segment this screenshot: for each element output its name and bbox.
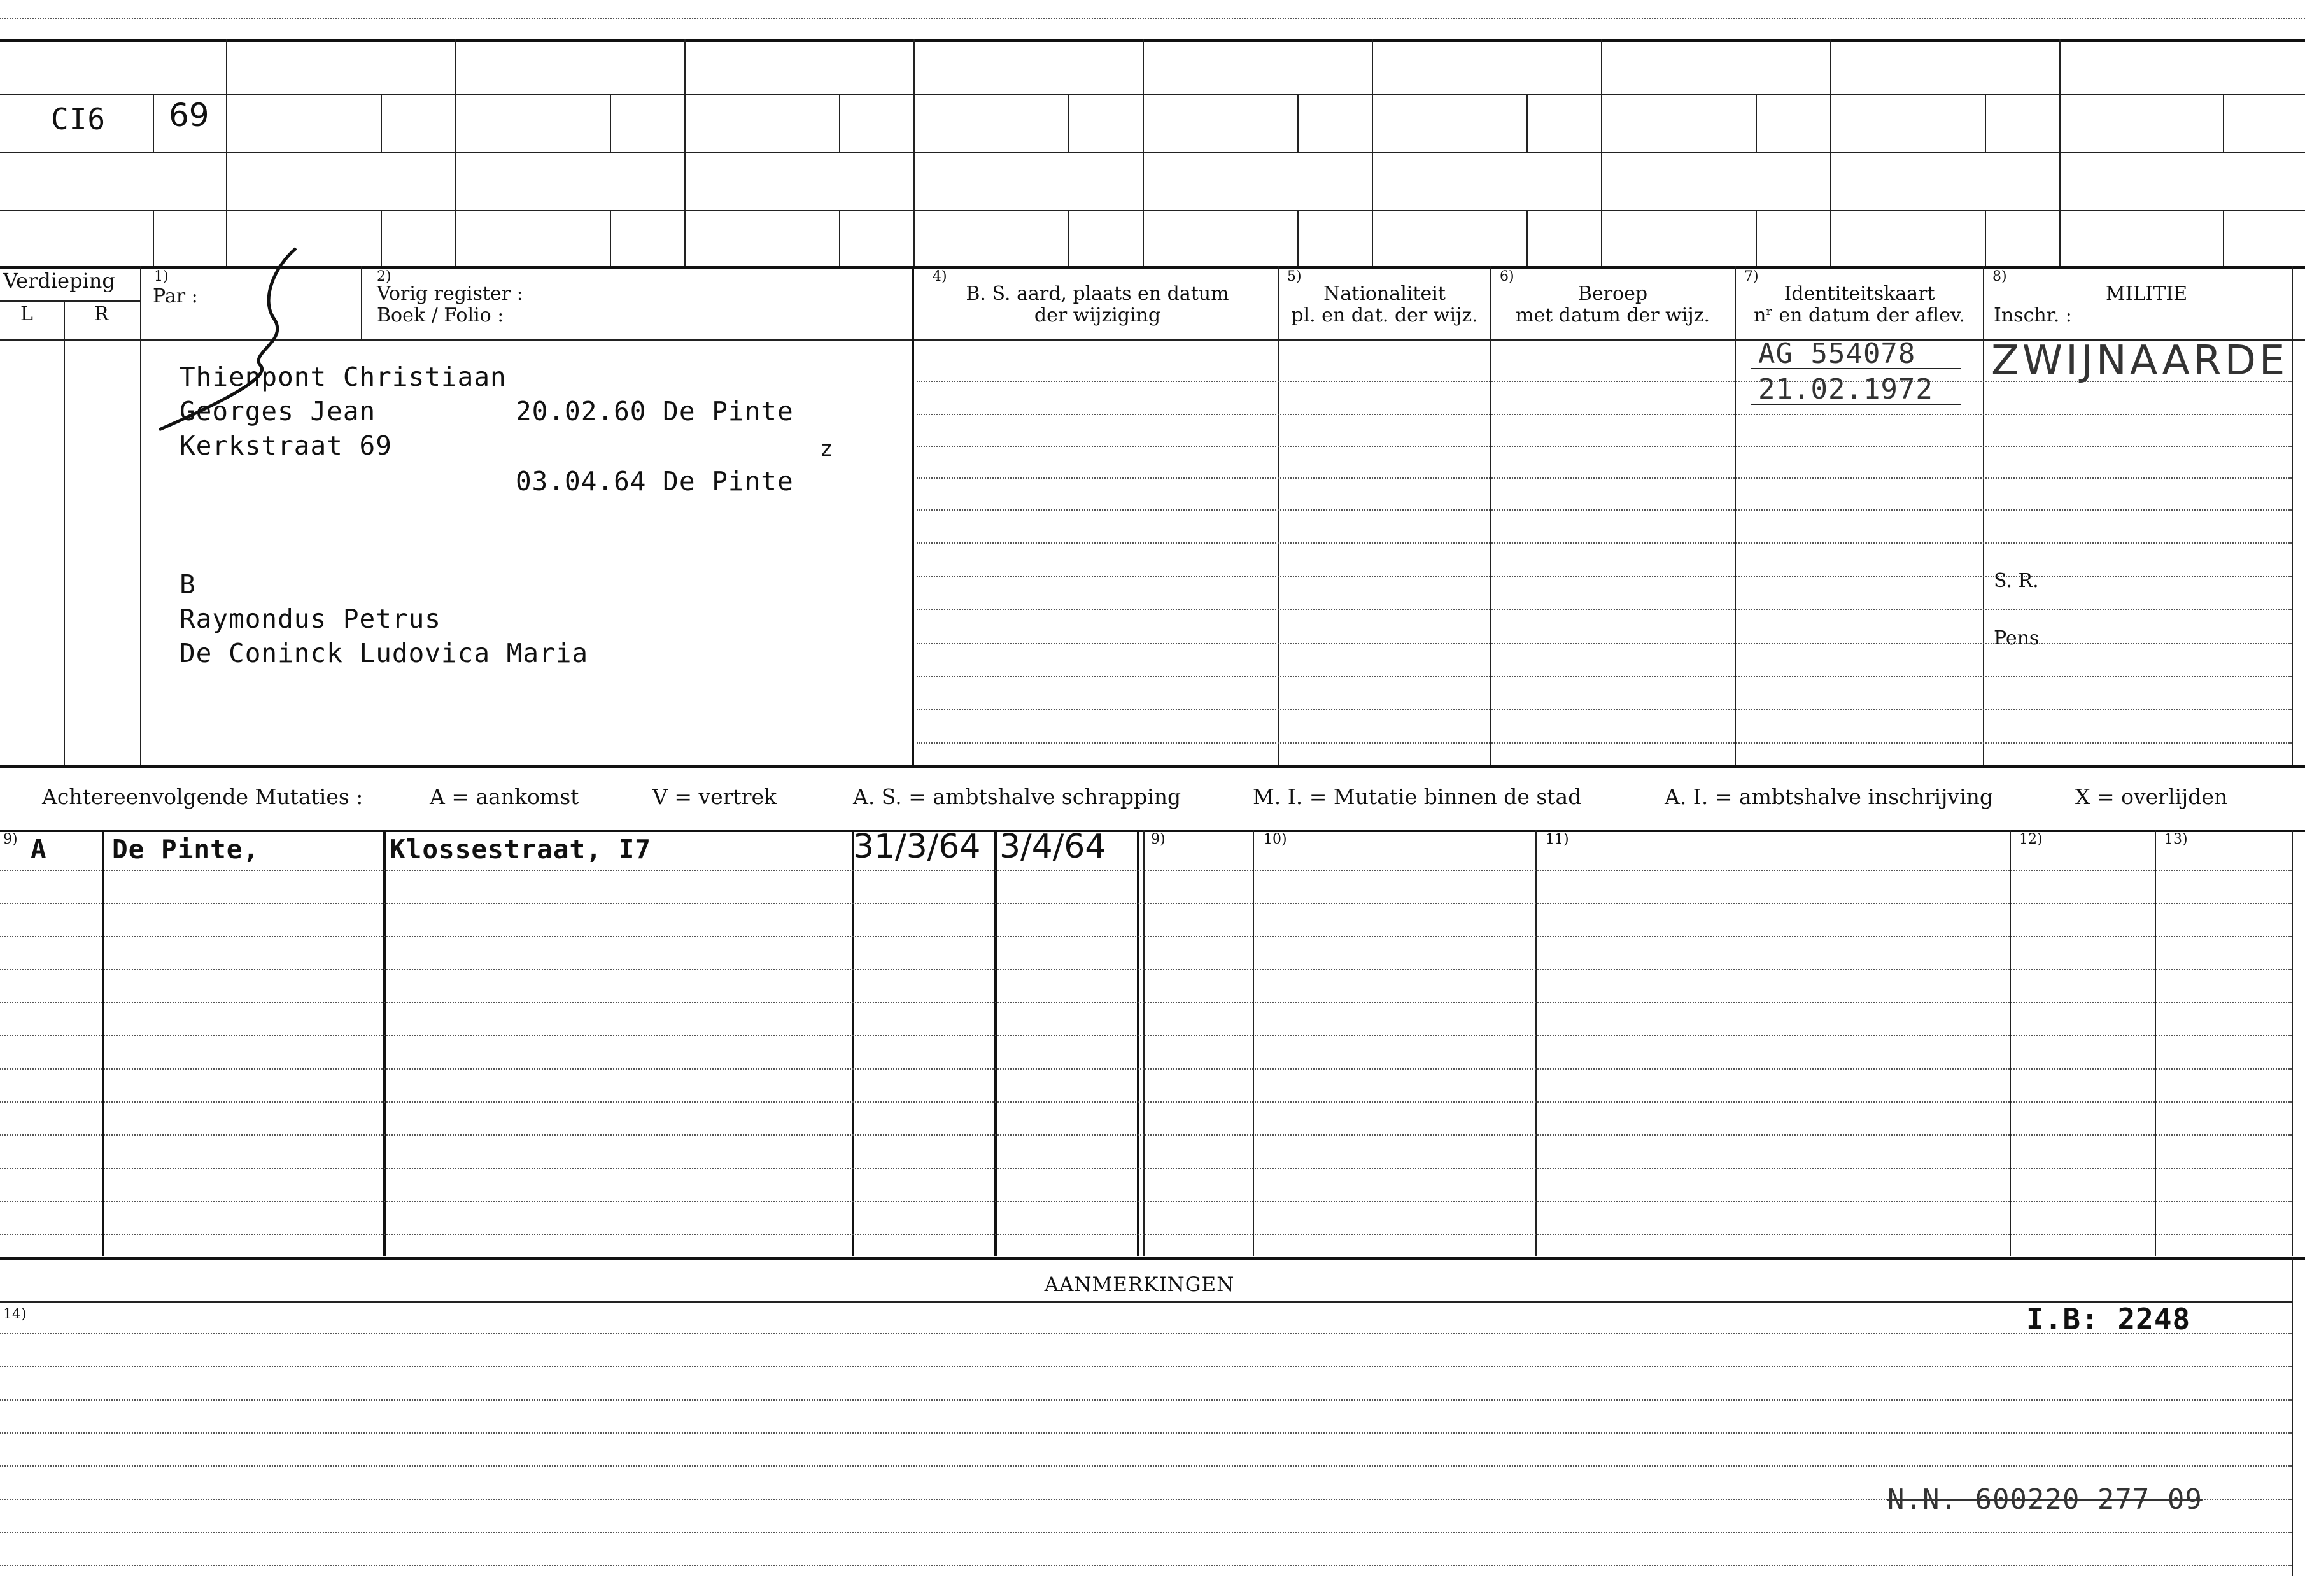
grid-tick <box>381 94 382 152</box>
mut-col-line <box>1535 830 1537 1256</box>
sr-label: S. R. <box>1994 570 2039 592</box>
grid-vline <box>1372 39 1373 266</box>
mut-col-num: 12) <box>2019 831 2043 847</box>
grid-vline <box>1830 39 1831 266</box>
remarks-row-line <box>0 1465 2292 1467</box>
col2-line1: Vorig register : <box>377 283 523 305</box>
legend-mi: M. I. = Mutatie binnen de stad <box>1253 784 1582 809</box>
body-row-line <box>917 477 2292 479</box>
mut-col-line <box>102 830 104 1256</box>
col-line <box>912 266 914 765</box>
mut-row-line <box>0 1035 2292 1036</box>
mut-col-line <box>994 830 997 1256</box>
grid-vline <box>684 39 686 266</box>
legend-as: A. S. = ambtshalve schrapping <box>853 784 1181 809</box>
grid-vline <box>455 39 456 266</box>
right-edge <box>2292 1257 2293 1576</box>
remarks-row-line <box>0 1399 2292 1401</box>
handwritten-strike <box>153 242 312 433</box>
mut-col-line <box>1253 830 1254 1256</box>
body-row-line <box>917 676 2292 677</box>
id-card-number: AG 554078 <box>1758 337 1916 370</box>
mut-row-line <box>0 1134 2292 1136</box>
remarks-row-line <box>0 1532 2292 1533</box>
id-card-line <box>1751 368 1961 369</box>
top-edge <box>0 18 2305 19</box>
house-number: CI6 <box>51 102 106 136</box>
legend-title: Achtereenvolgende Mutaties : <box>42 784 363 809</box>
person-date2: 03.04.64 De Pinte <box>516 466 794 497</box>
person-birth: 20.02.60 De Pinte <box>516 396 794 427</box>
mut-col-num: 13) <box>2164 831 2188 847</box>
mut-row-line <box>0 1201 2292 1202</box>
col1-label: Par : <box>153 285 198 307</box>
col7-line1: Identiteitskaart <box>1784 283 1935 305</box>
mut-col-line <box>1137 830 1139 1256</box>
legend-ai: A. I. = ambtshalve inschrijving <box>1665 784 1994 809</box>
verdieping-split <box>0 300 141 302</box>
grid-tick <box>839 94 840 152</box>
grid-tick <box>1985 210 1986 266</box>
grid-vline <box>913 39 915 266</box>
col-line <box>1490 266 1491 765</box>
remarks-line <box>0 1301 2292 1303</box>
grid-bottom-line <box>0 266 2305 269</box>
body-row-line <box>917 446 2292 447</box>
col-line <box>1278 266 1279 765</box>
body-row-line <box>917 709 2292 710</box>
col2-number: 2) <box>377 269 391 285</box>
mut-col-line <box>1143 830 1145 1256</box>
mut-row-line <box>0 936 2292 937</box>
mut-col-num: 9) <box>1151 831 1166 847</box>
legend-top-line <box>0 765 2305 768</box>
body-row-line <box>917 742 2292 744</box>
grid-tick <box>2223 94 2224 152</box>
person-given-names: Georges Jean <box>180 396 376 427</box>
person-name: Thienpont Christiaan <box>180 362 507 392</box>
grid-vline <box>226 39 227 266</box>
grid-tick <box>1756 210 1757 266</box>
mut-col-line <box>852 830 854 1256</box>
col5-line2: pl. en dat. der wijz. <box>1291 304 1478 327</box>
col2-line2: Boek / Folio : <box>377 304 504 327</box>
grid-tick <box>1068 210 1069 266</box>
grid-tick <box>1526 94 1528 152</box>
remarks-top-line <box>0 1257 2305 1260</box>
mut-col-line <box>2155 830 2156 1256</box>
id-card-line <box>1751 404 1961 405</box>
mut-row-line <box>0 870 2292 871</box>
legend-v: V = vertrek <box>652 784 777 809</box>
person-address: Kerkstraat 69 <box>180 430 392 461</box>
col4-line1: B. S. aard, plaats en datum <box>966 283 1229 305</box>
remarks-row-line <box>0 1565 2292 1566</box>
grid-tick <box>839 210 840 266</box>
body-row-line <box>917 414 2292 415</box>
grid-tick <box>153 94 154 152</box>
mut-col-num: 10) <box>1264 831 1287 847</box>
col-line <box>1983 266 1984 765</box>
remarks-title: AANMERKINGEN <box>1044 1273 1235 1296</box>
person-mark: z <box>820 436 834 462</box>
header-bottom-line <box>0 339 2305 341</box>
mut-col-line <box>2292 830 2293 1256</box>
remarks-row-line <box>0 1333 2292 1334</box>
col8-number: 8) <box>1992 269 2007 285</box>
grid-tick <box>1526 210 1528 266</box>
mut-row-line <box>0 969 2292 970</box>
col-line <box>64 339 65 765</box>
col1-number: 1) <box>154 269 169 285</box>
person-mother: De Coninck Ludovica Maria <box>180 638 589 668</box>
mut-col-num: 11) <box>1546 831 1569 847</box>
col7-line2: nʳ en datum der aflev. <box>1754 304 1965 327</box>
remarks-row-line <box>0 1432 2292 1434</box>
grid-top-line <box>0 39 2305 42</box>
militie-stamp: ZWIJNAARDE <box>1991 337 2288 385</box>
col4-line2: der wijziging <box>1034 304 1161 327</box>
verdieping-label: Verdieping <box>3 269 115 293</box>
col-line <box>1735 266 1736 765</box>
mut-row-line <box>0 903 2292 904</box>
legend-a: A = aankomst <box>430 784 579 809</box>
mut-col-line <box>2010 830 2011 1256</box>
grid-tick <box>1297 94 1299 152</box>
grid-line <box>0 94 2305 95</box>
remarks-row-line <box>0 1366 2292 1367</box>
grid-vline <box>2059 39 2061 266</box>
legend-x: X = overlijden <box>2075 784 2228 809</box>
col5-number: 5) <box>1287 269 1302 285</box>
mut-col-num: 9) <box>3 831 18 847</box>
mut-row-line <box>0 1002 2292 1003</box>
remarks-number: 14) <box>3 1306 27 1322</box>
mutation-date2: 3/4/64 <box>999 828 1106 866</box>
grid-tick <box>610 210 611 266</box>
grid-vline <box>1601 39 1602 266</box>
militie-inschr: Inschr. : <box>1994 304 2072 327</box>
mutation-street: Klossestraat, I7 <box>390 834 651 865</box>
body-row-line <box>917 509 2292 511</box>
col6-number: 6) <box>1500 269 1514 285</box>
person-code: B <box>180 569 196 600</box>
mutation-type: A <box>31 834 47 865</box>
nn-number: N.N. 600220 277 09 <box>1887 1483 2203 1516</box>
grid-tick <box>2223 210 2224 266</box>
mut-row-line <box>0 1068 2292 1070</box>
grid-tick <box>1985 94 1986 152</box>
id-card-date: 21.02.1972 <box>1758 373 1933 406</box>
body-row-line <box>917 576 2292 577</box>
grid-tick <box>381 210 382 266</box>
col-line <box>140 266 141 765</box>
grid-vline <box>1143 39 1144 266</box>
mut-row-line <box>0 1234 2292 1235</box>
person-father: Raymondus Petrus <box>180 604 441 634</box>
mut-col-line <box>383 830 386 1256</box>
mut-row-line <box>0 1168 2292 1169</box>
body-row-line <box>917 643 2292 644</box>
mutation-date1: 31/3/64 <box>853 828 981 866</box>
col6-line2: met datum der wijz. <box>1516 304 1710 327</box>
verdieping-left: L <box>20 303 33 325</box>
col-line <box>2292 266 2293 765</box>
mutation-place: De Pinte, <box>112 834 260 865</box>
col7-number: 7) <box>1744 269 1759 285</box>
ib-number: I.B: 2248 <box>2026 1302 2191 1336</box>
col5-line1: Nationaliteit <box>1323 283 1446 305</box>
mut-row-line <box>0 1101 2292 1103</box>
grid-line <box>0 152 2305 153</box>
pens-label: Pens <box>1994 627 2040 649</box>
verdieping-right: R <box>94 303 109 325</box>
grid-tick <box>610 94 611 152</box>
body-row-line <box>917 542 2292 544</box>
house-number-extra: 69 <box>169 97 209 134</box>
grid-tick <box>1756 94 1757 152</box>
militie-title: MILITIE <box>2106 283 2188 305</box>
col6-line1: Beroep <box>1577 283 1648 305</box>
grid-tick <box>1068 94 1069 152</box>
grid-line <box>0 210 2305 211</box>
col4-number: 4) <box>933 269 947 285</box>
grid-tick <box>1297 210 1299 266</box>
col-line <box>361 266 362 339</box>
body-row-line <box>917 609 2292 610</box>
